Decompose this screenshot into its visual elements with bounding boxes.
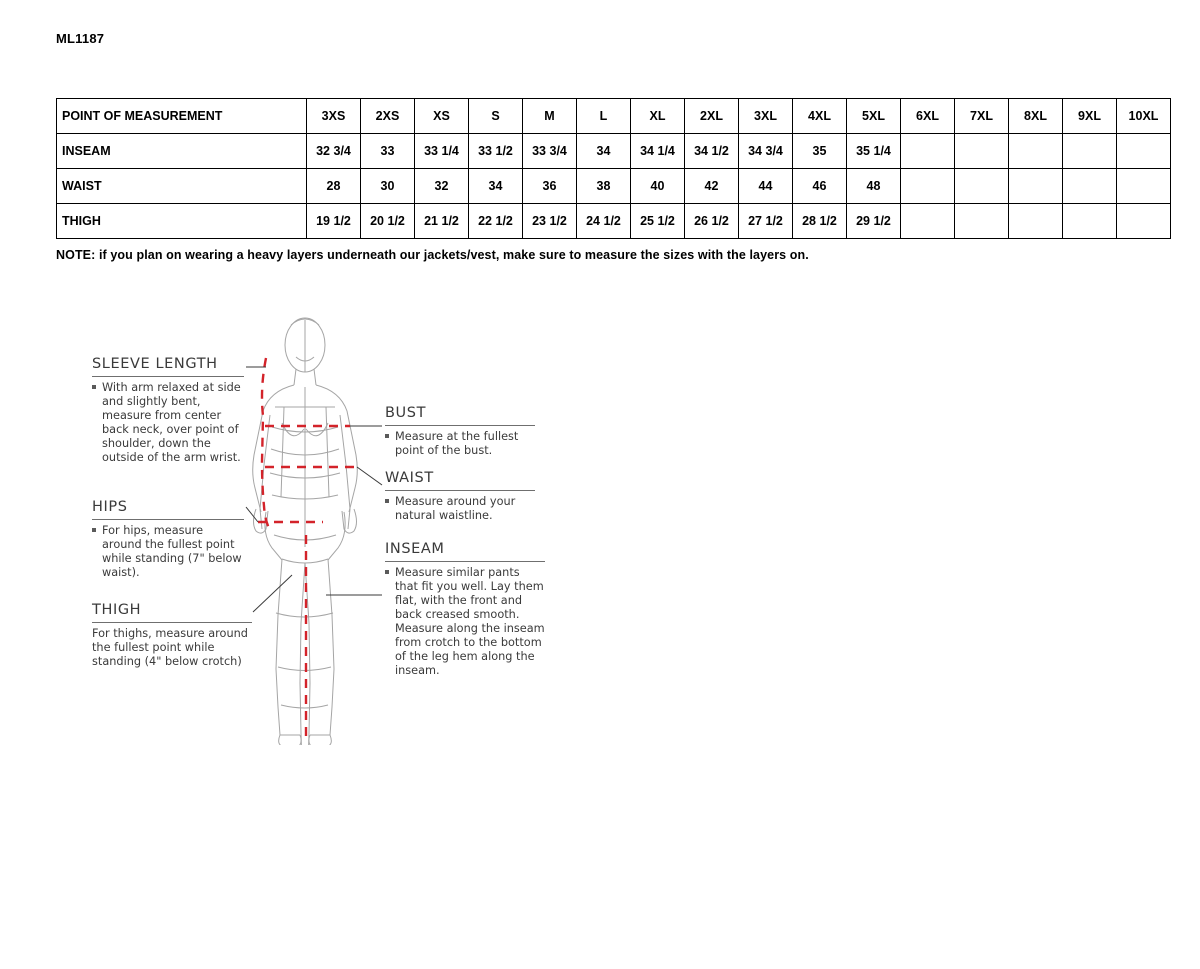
column-header-6xl: 6XL xyxy=(901,99,955,134)
cell-inseam-10xl xyxy=(1117,134,1171,169)
table-row xyxy=(57,134,1171,169)
callout-title-waist: WAIST xyxy=(385,470,434,486)
table-header-row xyxy=(57,99,1171,134)
measurement-note: NOTE: if you plan on wearing a heavy layers underneath our jackets/vest, make sure to measure the sizes with the layers on. xyxy=(56,248,809,262)
cell-inseam-2xl: 34 1/2 xyxy=(685,134,739,169)
cell-waist-4xl: 46 xyxy=(793,169,847,204)
callout-divider xyxy=(385,490,535,491)
column-header-xl: XL xyxy=(631,99,685,134)
cell-waist-9xl xyxy=(1063,169,1117,204)
cell-waist-xs: 32 xyxy=(415,169,469,204)
callout-sleeve-length xyxy=(92,356,244,465)
cell-waist-3xl: 44 xyxy=(739,169,793,204)
callout-inseam xyxy=(385,541,545,678)
callout-title-inseam: INSEAM xyxy=(385,541,445,557)
cell-inseam-9xl xyxy=(1063,134,1117,169)
callout-divider xyxy=(92,376,244,377)
cell-waist-7xl xyxy=(955,169,1009,204)
cell-inseam-4xl: 35 xyxy=(793,134,847,169)
column-header-7xl: 7XL xyxy=(955,99,1009,134)
callout-divider xyxy=(385,425,535,426)
cell-thigh-xl: 25 1/2 xyxy=(631,204,685,239)
cell-thigh-s: 22 1/2 xyxy=(469,204,523,239)
column-header-8xl: 8XL xyxy=(1009,99,1063,134)
column-header-3xl: 3XL xyxy=(739,99,793,134)
callout-divider xyxy=(385,561,545,562)
table-row xyxy=(57,169,1171,204)
column-header-5xl: 5XL xyxy=(847,99,901,134)
cell-thigh-10xl xyxy=(1117,204,1171,239)
cell-thigh-m: 23 1/2 xyxy=(523,204,577,239)
measurement-diagram xyxy=(60,295,620,745)
callout-body-waist: Measure around your natural waistline. xyxy=(385,495,535,523)
cell-thigh-7xl xyxy=(955,204,1009,239)
callout-title-bust: BUST xyxy=(385,405,427,421)
callout-body-sleeve-length: With arm relaxed at side and slightly bent, measure from center back neck, over point of shoulder, down the outside of the arm wrist. xyxy=(92,381,244,465)
cell-thigh-3xl: 27 1/2 xyxy=(739,204,793,239)
table-row xyxy=(57,204,1171,239)
cell-waist-8xl xyxy=(1009,169,1063,204)
callout-waist xyxy=(385,470,535,523)
callout-body-bust: Measure at the fullest point of the bust. xyxy=(385,430,535,458)
cell-thigh-l: 24 1/2 xyxy=(577,204,631,239)
cell-waist-l: 38 xyxy=(577,169,631,204)
cell-inseam-xs: 33 1/4 xyxy=(415,134,469,169)
cell-inseam-s: 33 1/2 xyxy=(469,134,523,169)
cell-waist-5xl: 48 xyxy=(847,169,901,204)
column-header-2xs: 2XS xyxy=(361,99,415,134)
column-header-10xl: 10XL xyxy=(1117,99,1171,134)
callout-body-hips: For hips, measure around the fullest point while standing (7" below waist). xyxy=(92,524,244,580)
cell-inseam-l: 34 xyxy=(577,134,631,169)
cell-inseam-6xl xyxy=(901,134,955,169)
column-header-m: M xyxy=(523,99,577,134)
cell-inseam-m: 33 3/4 xyxy=(523,134,577,169)
callout-bust xyxy=(385,405,535,458)
column-header-l: L xyxy=(577,99,631,134)
column-header-xs: XS xyxy=(415,99,469,134)
cell-thigh-2xl: 26 1/2 xyxy=(685,204,739,239)
size-table xyxy=(56,98,1171,239)
cell-thigh-2xs: 20 1/2 xyxy=(361,204,415,239)
column-header-s: S xyxy=(469,99,523,134)
cell-thigh-9xl xyxy=(1063,204,1117,239)
cell-waist-6xl xyxy=(901,169,955,204)
callout-body-thigh: For thighs, measure around the fullest point while standing (4" below crotch) xyxy=(92,627,248,668)
cell-inseam-3xl: 34 3/4 xyxy=(739,134,793,169)
cell-inseam-5xl: 35 1/4 xyxy=(847,134,901,169)
row-label-thigh: THIGH xyxy=(57,204,307,239)
cell-thigh-8xl xyxy=(1009,204,1063,239)
leader-waist xyxy=(357,467,382,485)
cell-waist-m: 36 xyxy=(523,169,577,204)
column-header-4xl: 4XL xyxy=(793,99,847,134)
cell-thigh-6xl xyxy=(901,204,955,239)
callout-divider xyxy=(92,519,244,520)
cell-inseam-3xs: 32 3/4 xyxy=(307,134,361,169)
column-header-2xl: 2XL xyxy=(685,99,739,134)
callout-title-hips: HIPS xyxy=(92,499,128,515)
cell-thigh-3xs: 19 1/2 xyxy=(307,204,361,239)
callout-thigh xyxy=(92,602,252,669)
leader-thigh xyxy=(253,575,292,612)
row-label-inseam: INSEAM xyxy=(57,134,307,169)
cell-waist-2xs: 30 xyxy=(361,169,415,204)
callout-divider xyxy=(92,622,252,623)
row-label-waist: WAIST xyxy=(57,169,307,204)
column-header-3xs: 3XS xyxy=(307,99,361,134)
cell-waist-s: 34 xyxy=(469,169,523,204)
callout-hips xyxy=(92,499,244,580)
cell-thigh-5xl: 29 1/2 xyxy=(847,204,901,239)
callout-body-inseam: Measure similar pants that fit you well. Lay them flat, with the front and back creased smooth. Measure along the inseam from crotch to the bottom of the leg hem along the inseam. xyxy=(385,566,545,678)
cell-waist-2xl: 42 xyxy=(685,169,739,204)
callout-title-sleeve-length: SLEEVE LENGTH xyxy=(92,356,218,372)
cell-thigh-4xl: 28 1/2 xyxy=(793,204,847,239)
size-chart-table xyxy=(56,98,1159,239)
cell-inseam-xl: 34 1/4 xyxy=(631,134,685,169)
cell-inseam-7xl xyxy=(955,134,1009,169)
cell-inseam-2xs: 33 xyxy=(361,134,415,169)
cell-thigh-xs: 21 1/2 xyxy=(415,204,469,239)
column-header-9xl: 9XL xyxy=(1063,99,1117,134)
cell-waist-3xs: 28 xyxy=(307,169,361,204)
product-code: ML1187 xyxy=(56,31,105,46)
cell-inseam-8xl xyxy=(1009,134,1063,169)
column-header-point-of-measurement: POINT OF MEASUREMENT xyxy=(57,99,307,134)
cell-waist-10xl xyxy=(1117,169,1171,204)
callout-title-thigh: THIGH xyxy=(92,602,142,618)
cell-waist-xl: 40 xyxy=(631,169,685,204)
